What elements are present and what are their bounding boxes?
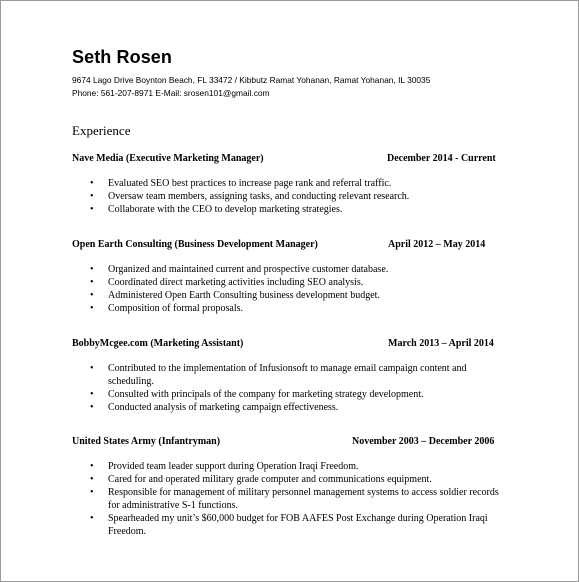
job-entry [72,436,502,537]
bullet-item: • Oversaw team members, assigning tasks, and conducting relevant research. [90,190,500,203]
job-bullets [90,263,500,315]
section-title-experience: Experience [72,123,131,138]
bullet-item: • Provided team leader support during Operation Iraqi Freedom. [90,460,500,473]
bullet-item: • Contributed to the implementation of Infusionsoft to manage email campaign content and scheduling. [90,362,500,388]
job-dates: March 2013 – April 2014 [388,338,494,349]
job-header [72,436,502,449]
job-entry [72,239,502,314]
job-title: Nave Media (Executive Marketing Manager) [72,153,264,164]
bullet-item: • Coordinated direct marketing activities including SEO analysis. [90,276,500,289]
resume-name: Seth Rosen [72,47,173,67]
job-dates: April 2012 – May 2014 [388,239,486,250]
job-bullets [90,460,500,538]
job-bullets [90,362,500,414]
bullet-item: • Responsible for management of military personnel management systems to access soldier records for administrative S-1 functions. [90,486,500,512]
job-dates: November 2003 – December 2006 [352,436,495,447]
job-bullets [90,177,500,216]
bullet-item: • Collaborate with the CEO to develop marketing strategies. [90,203,500,216]
bullet-item: • Consulted with principals of the company for marketing strategy development. [90,388,500,401]
bullet-item: • Composition of formal proposals. [90,302,500,315]
job-dates: December 2014 - Current [387,153,496,164]
bullet-item: • Spearheaded my unit’s $60,000 budget for FOB AAFES Post Exchange during Operation Iraqi Freedom. [90,512,500,538]
job-title: Open Earth Consulting (Business Development Manager) [72,239,318,250]
job-header [72,239,502,252]
bullet-item: • Administered Open Earth Consulting business development budget. [90,289,500,302]
bullet-item: • Cared for and operated military grade computer and communications equipment. [90,473,500,486]
bullet-item: • Organized and maintained current and prospective customer database. [90,263,500,276]
bullet-item: • Evaluated SEO best practices to increase page rank and referral traffic. [90,177,500,190]
bullet-item: • Conducted analysis of marketing campaign effectiveness. [90,401,500,414]
job-entry [72,153,502,215]
job-header [72,153,502,166]
contact-address: 9674 Lago Drive Boynton Beach, FL 33472 / Kibbutz Ramat Yohanan, Ramat Yohanan, IL 30035 [72,75,431,85]
job-title: BobbyMcgee.com (Marketing Assistant) [72,338,244,349]
job-header [72,338,502,351]
job-title: United States Army (Infantryman) [72,436,221,447]
job-entry [72,338,502,413]
contact-phone-email: Phone: 561-207-8971 E-Mail: srosen101@gmail.com [72,88,270,98]
